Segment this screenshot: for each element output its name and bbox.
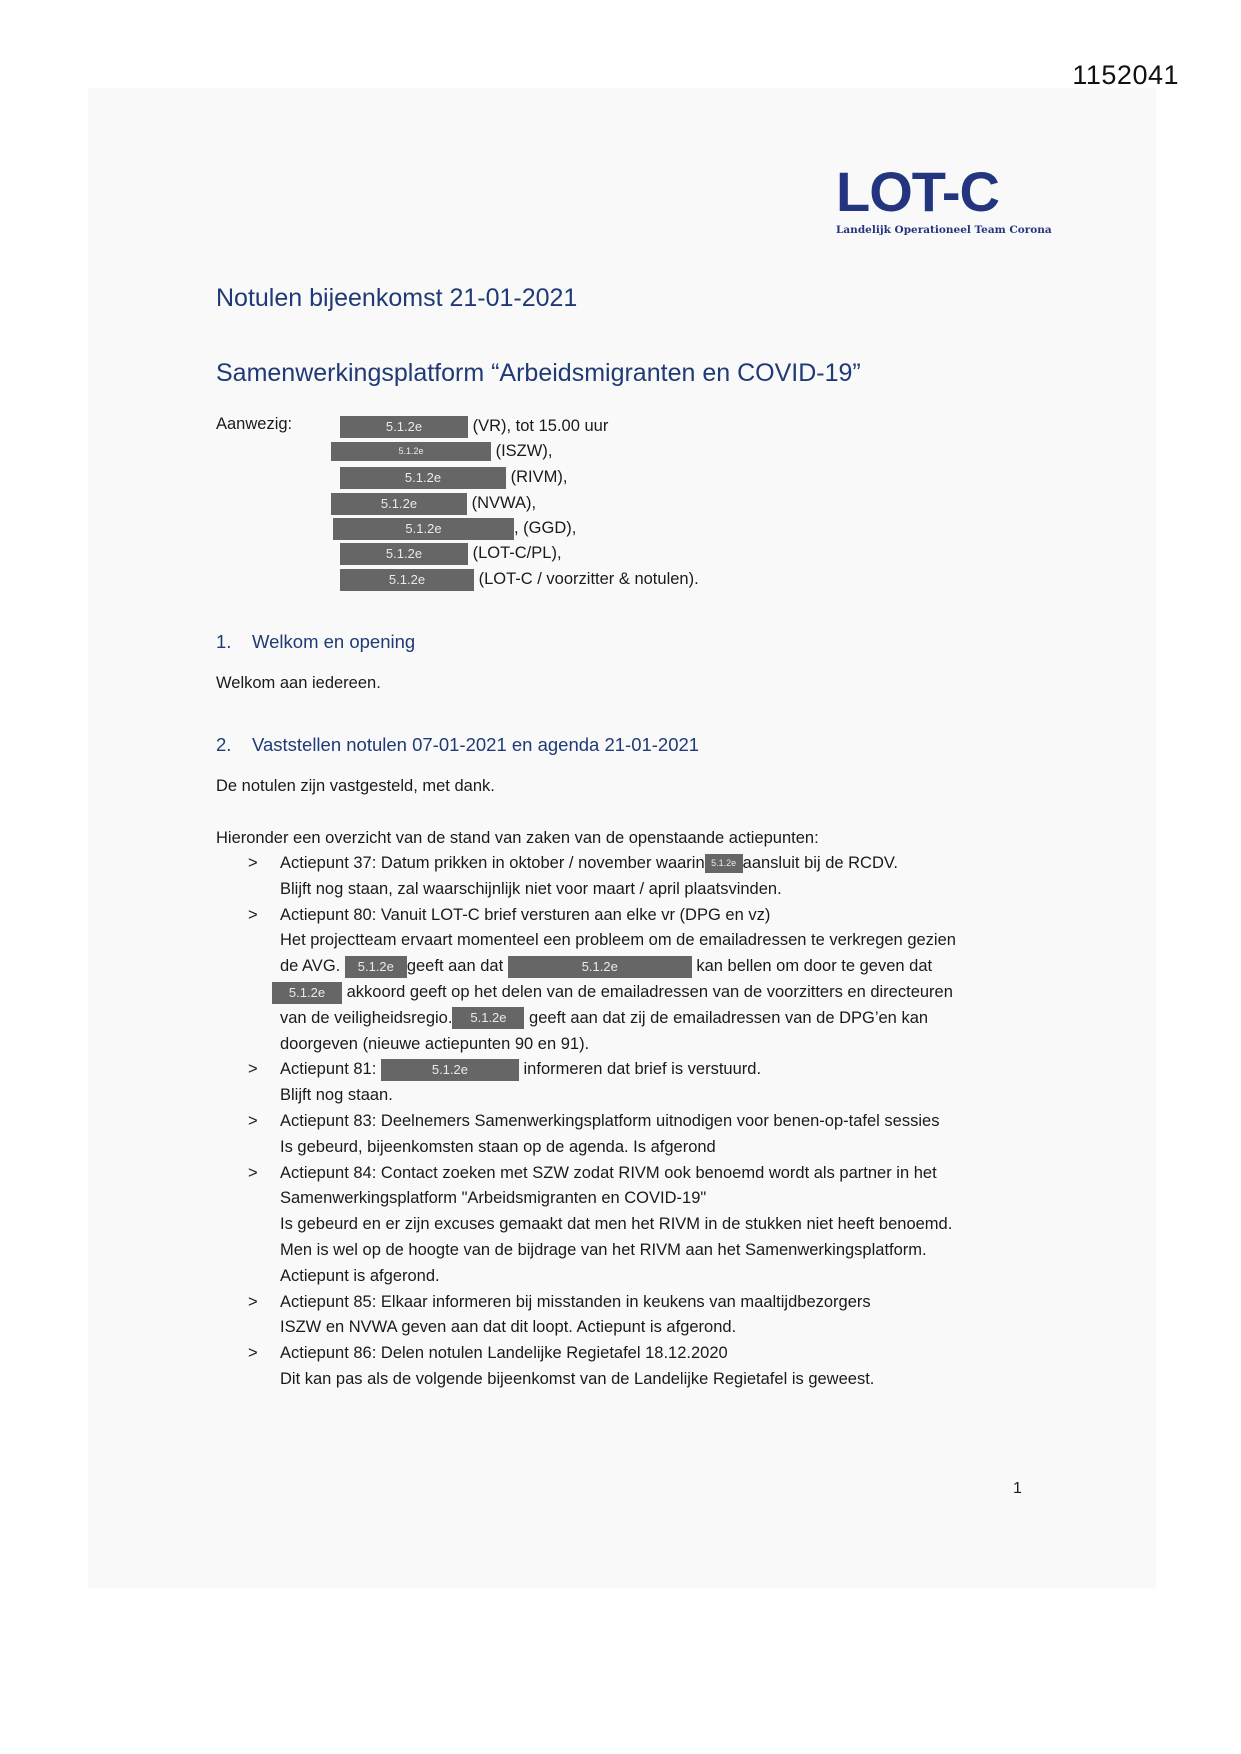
redaction-block: 5.1.2e [272, 982, 342, 1004]
attendance-label: Aanwezig: [216, 415, 293, 433]
redaction-block: 5.1.2e [340, 416, 468, 438]
redaction-block: 5.1.2e [452, 1007, 524, 1029]
redaction-block: 5.1.2e [331, 442, 491, 461]
bullet-marker: > [248, 905, 258, 924]
item-status: Blijft nog staan, zal waarschijnlijk niet voor maart / april plaatsvinden. [280, 879, 782, 898]
attendee-row [331, 492, 536, 514]
item-text: akkoord geeft op het delen van de emailadressen van de voorzitters en directeuren [346, 982, 953, 1001]
attendee-row [333, 517, 576, 539]
item-status: Is gebeurd en er zijn excuses gemaakt dat men het RIVM in de stukken niet heeft benoemd. [280, 1215, 953, 1234]
redaction-block: 5.1.2e [345, 956, 407, 978]
bullet-marker: > [248, 1163, 258, 1182]
redaction-block: 5.1.2e [340, 467, 506, 489]
attendee-row [340, 542, 562, 564]
redaction-block: 5.1.2e [508, 956, 692, 978]
section-body: De notulen zijn vastgesteld, met dank. [216, 777, 495, 795]
item-status: Is gebeurd, bijeenkomsten staan op de agenda. Is afgerond [280, 1137, 716, 1156]
attendee-org: (VR), tot 15.00 uur [472, 417, 609, 435]
action-item [216, 1341, 1046, 1393]
redaction-block: 5.1.2e [340, 569, 474, 591]
section-title: Vaststellen notulen 07-01-2021 en agenda 21-01-2021 [252, 734, 700, 755]
section-body: Welkom aan iedereen. [216, 674, 381, 692]
item-text: de AVG. [280, 957, 341, 976]
item-text: Actiepunt 81: [280, 1060, 377, 1079]
item-status: Dit kan pas als de volgende bijeenkomst van de Landelijke Regietafel is geweest. [280, 1369, 875, 1388]
redaction-block: 5.1.2e [331, 493, 467, 515]
item-text: Actiepunt 86: Delen notulen Landelijke Regietafel 18.12.2020 [280, 1344, 728, 1363]
page-subtitle: Samenwerkingsplatform “Arbeidsmigranten en COVID-19” [216, 359, 861, 387]
item-text: Actiepunt 80: Vanuit LOT-C brief versturen aan elke vr (DPG en vz) [280, 905, 771, 924]
item-text: Actiepunt 37: Datum prikken in oktober / november waarin [280, 854, 705, 872]
item-status: Het projectteam ervaart momenteel een probleem om de emailadressen te verkregen gezien [280, 931, 956, 950]
attendee-org: , (GGD), [514, 519, 577, 537]
item-text: geeft aan dat zij de emailadressen van de DPG’en kan [529, 1008, 929, 1027]
item-text: van de veiligheidsregio. [280, 1008, 453, 1027]
item-text: Samenwerkingsplatform "Arbeidsmigranten en COVID-19" [280, 1189, 707, 1208]
item-status: ISZW en NVWA geven aan dat dit loopt. Actiepunt is afgerond. [280, 1318, 737, 1337]
attendee-row [340, 568, 699, 590]
item-text: geeft aan dat [406, 957, 504, 976]
section-title: Welkom en opening [252, 631, 416, 652]
redaction-block: 5.1.2e [705, 854, 743, 873]
attendee-org: (RIVM), [510, 468, 568, 486]
item-text: doorgeven (nieuwe actiepunten 90 en 91). [280, 1034, 590, 1053]
action-item [216, 851, 1046, 903]
item-text: Actiepunt 85: Elkaar informeren bij misstanden in keukens van maaltijdbezorgers [280, 1292, 871, 1311]
item-text: aansluit bij de RCDV. [742, 854, 898, 872]
attendee-row [340, 466, 567, 488]
attendee-org: (LOT-C/PL), [472, 544, 562, 562]
document-id: 1152041 [1072, 60, 1179, 90]
lotc-logo [836, 160, 1052, 236]
attendee-org: (LOT-C / voorzitter & notulen). [478, 570, 699, 588]
section-heading [216, 631, 415, 653]
action-item [216, 1161, 1046, 1290]
item-text: Actiepunt 83: Deelnemers Samenwerkingsplatform uitnodigen voor benen-op-tafel sessies [280, 1111, 940, 1130]
action-item-list [216, 851, 1046, 1393]
redaction-block: 5.1.2e [381, 1059, 519, 1081]
item-text: Actiepunt 84: Contact zoeken met SZW zodat RIVM ook benoemd wordt als partner in het [280, 1163, 937, 1182]
logo-wordmark: LOT-C [836, 160, 999, 223]
page-number: 1 [1013, 1480, 1022, 1497]
bullet-marker: > [248, 1111, 258, 1130]
action-item [216, 1109, 1046, 1161]
bullet-marker: > [248, 1292, 258, 1311]
item-status: Actiepunt is afgerond. [280, 1266, 440, 1285]
section-number: 2. [216, 734, 232, 755]
section-heading [216, 734, 699, 756]
attendee-row [331, 440, 552, 462]
attendee-org: (ISZW), [495, 442, 553, 460]
bullet-marker: > [248, 1344, 258, 1363]
bullet-marker: > [248, 854, 258, 872]
item-status: Men is wel op de hoogte van de bijdrage van het RIVM aan het Samenwerkingsplatform. [280, 1240, 927, 1259]
section-number: 1. [216, 631, 232, 652]
bullet-marker: > [248, 1060, 258, 1079]
page-title: Notulen bijeenkomst 21-01-2021 [216, 284, 578, 312]
redaction-block: 5.1.2e [333, 518, 514, 540]
item-text: informeren dat brief is verstuurd. [523, 1060, 762, 1079]
overview-intro: Hieronder een overzicht van de stand van zaken van de openstaande actiepunten: [216, 829, 819, 847]
item-text: kan bellen om door te geven dat [696, 957, 933, 976]
action-item [216, 1057, 1046, 1109]
redaction-block: 5.1.2e [340, 543, 468, 565]
logo-subtitle: Landelijk Operationeel Team Corona [836, 224, 1052, 236]
action-item [216, 1290, 1046, 1342]
attendee-org: (NVWA), [471, 494, 537, 512]
item-status: Blijft nog staan. [280, 1086, 393, 1105]
attendee-row [340, 415, 608, 437]
action-item [216, 903, 1046, 1058]
